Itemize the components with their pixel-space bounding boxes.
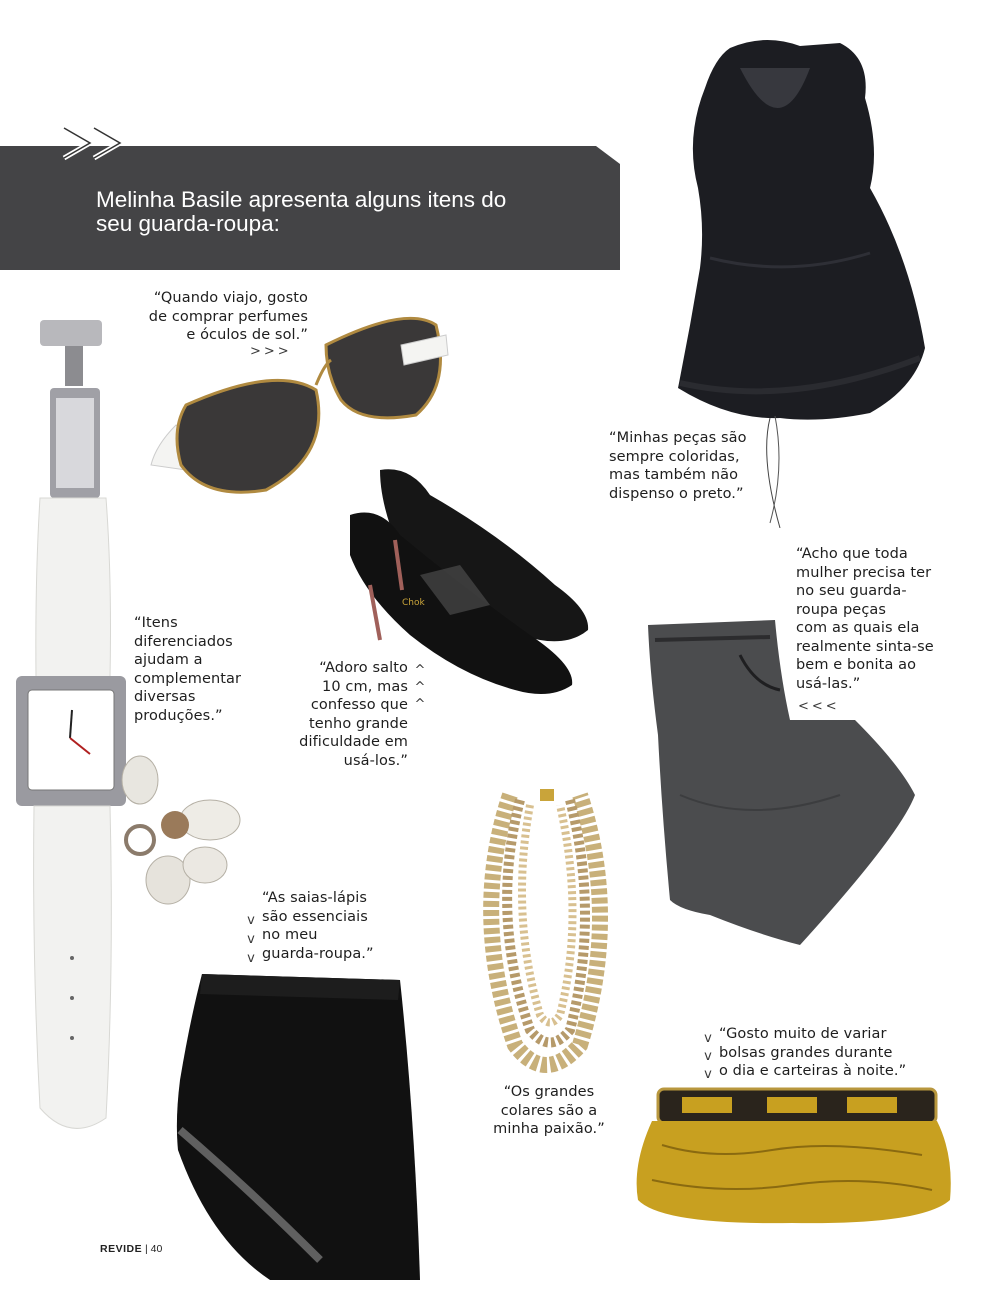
watch-photo bbox=[10, 318, 140, 1143]
page-footer bbox=[100, 1243, 162, 1255]
shoes-quote: “Adoro salto 10 cm, mas confesso que tenho grande dificuldade em usá-los.” bbox=[299, 660, 408, 769]
pearl-ring-photo bbox=[110, 740, 250, 910]
footer-separator: | bbox=[145, 1243, 148, 1255]
banner-title: Melinha Basile apresenta alguns itens do seu guarda-roupa: bbox=[96, 187, 507, 236]
black-pencil-skirt-photo bbox=[170, 970, 425, 1290]
skirt-arrows: v v v bbox=[247, 913, 255, 966]
bag-quote: “Gosto muito de variar bolsas grandes durante o dia e carteiras à noite.” bbox=[719, 1026, 907, 1079]
beaded-necklace-photo bbox=[470, 785, 620, 1085]
page-number: 40 bbox=[150, 1243, 163, 1255]
pants-quote: “Acho que toda mulher precisa ter no seu guarda- roupa peças com as quais ela realmente sinta-se bem e bonita ao usá-las.” bbox=[796, 546, 934, 692]
sunglasses-arrows: >>> bbox=[250, 344, 292, 359]
magazine-name: REVIDE bbox=[100, 1243, 143, 1255]
necklace-quote: “Os grandes colares são a minha paixão.” bbox=[493, 1084, 605, 1137]
bag-arrows: v v v bbox=[704, 1031, 712, 1082]
dress-quote: “Minhas peças são sempre coloridas, mas também não dispenso o preto.” bbox=[609, 430, 747, 502]
shoe-brand-text: Chok bbox=[402, 598, 425, 608]
skirt-quote: “As saias-lápis são essenciais no meu guarda-roupa.” bbox=[262, 890, 374, 962]
watch-quote: “Itens diferenciados ajudam a complementar diversas produções.” bbox=[134, 615, 242, 724]
yellow-python-clutch-photo bbox=[632, 1085, 952, 1230]
shoes-arrows: ^ ^ ^ bbox=[414, 663, 426, 712]
pants-arrows: <<< bbox=[798, 699, 840, 714]
sunglasses-quote: “Quando viajo, gosto de comprar perfumes e óculos de sol.” bbox=[148, 290, 308, 343]
double-chevron-right-icon bbox=[60, 124, 130, 164]
